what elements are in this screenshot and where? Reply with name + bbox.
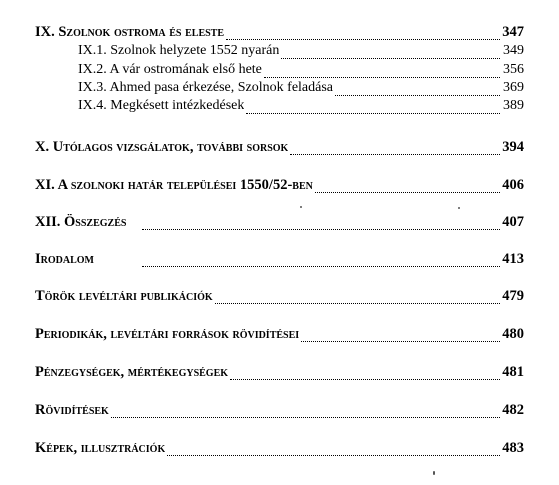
toc-entry-title: Periodikák, levéltári források rövidítései <box>35 326 300 342</box>
toc-entry-chapter-xii <box>35 214 524 232</box>
toc-subentry-title: IX.3. Ahmed pasa érkezése, Szolnok feladása <box>78 80 334 95</box>
dot-leader <box>301 332 500 344</box>
scan-speck <box>458 207 460 209</box>
toc-subentry-page: 349 <box>503 43 524 58</box>
toc-entry-page: 483 <box>502 440 524 456</box>
toc-entry-title: Pénzegységek, mértékegységek <box>35 364 229 380</box>
toc-subentry-title: IX.2. A vár ostromának első hete <box>78 62 262 77</box>
toc-subentry-ix-1 <box>78 43 524 61</box>
dot-leader <box>142 220 500 232</box>
toc-entry-title: Irodalom <box>35 251 94 267</box>
toc-entry-roviditesek <box>35 402 524 420</box>
dot-leader <box>230 370 500 382</box>
toc-entry-page: 394 <box>502 139 524 155</box>
toc-entry-chapter-x <box>35 139 524 157</box>
dot-leader <box>167 446 500 458</box>
dot-leader <box>335 86 500 98</box>
dot-leader <box>142 257 500 269</box>
toc-entry-title: XII. Összegzés <box>35 214 127 230</box>
toc-entry-chapter-ix <box>35 24 524 42</box>
toc-entry-title: Török levéltári publikációk <box>35 288 213 304</box>
toc-entry-periodikak <box>35 326 524 344</box>
toc-entry-page: 413 <box>502 251 524 267</box>
toc-entry-page: 480 <box>502 326 524 342</box>
toc-entry-title: Képek, illusztrációk <box>35 440 166 456</box>
toc-subentry-page: 369 <box>503 80 524 95</box>
scan-speck <box>300 206 302 208</box>
scan-speck <box>433 471 435 475</box>
toc-entry-title: Rövidítések <box>35 402 109 418</box>
toc-entry-kepek <box>35 440 524 458</box>
toc-subentry-ix-2 <box>78 62 524 80</box>
dot-leader <box>111 408 500 420</box>
toc-entry-chapter-xi <box>35 177 524 195</box>
toc-subentry-title: IX.1. Szolnok helyzete 1552 nyarán <box>78 43 280 58</box>
dot-leader <box>281 49 500 61</box>
toc-entry-page: 347 <box>502 24 524 40</box>
toc-subentry-title: IX.4. Megkésett intézkedések <box>78 98 245 113</box>
dot-leader <box>290 145 500 157</box>
toc-subentry-page: 356 <box>503 62 524 77</box>
toc-subentry-ix-3 <box>78 80 524 98</box>
dot-leader <box>226 30 500 42</box>
toc-entry-page: 481 <box>502 364 524 380</box>
dot-leader <box>215 294 500 306</box>
toc-subentry-ix-4 <box>78 98 524 116</box>
toc-entry-page: 482 <box>502 402 524 418</box>
toc-subentry-page: 389 <box>503 98 524 113</box>
toc-entry-title: XI. A szolnoki határ települései 1550/52-ben <box>35 177 313 193</box>
toc-entry-page: 407 <box>502 214 524 230</box>
toc-entry-title: IX. Szolnok ostroma és eleste <box>35 24 225 40</box>
dot-leader <box>246 104 500 116</box>
toc-entry-page: 479 <box>502 288 524 304</box>
dot-leader <box>315 183 500 195</box>
toc-entry-title: X. Utólagos vizsgálatok, további sorsok <box>35 139 289 155</box>
dot-leader <box>264 68 500 80</box>
toc-entry-irodalom <box>35 251 524 269</box>
toc-entry-torok-leveltari <box>35 288 524 306</box>
toc-entry-page: 406 <box>502 177 524 193</box>
toc-entry-penzegysegek <box>35 364 524 382</box>
